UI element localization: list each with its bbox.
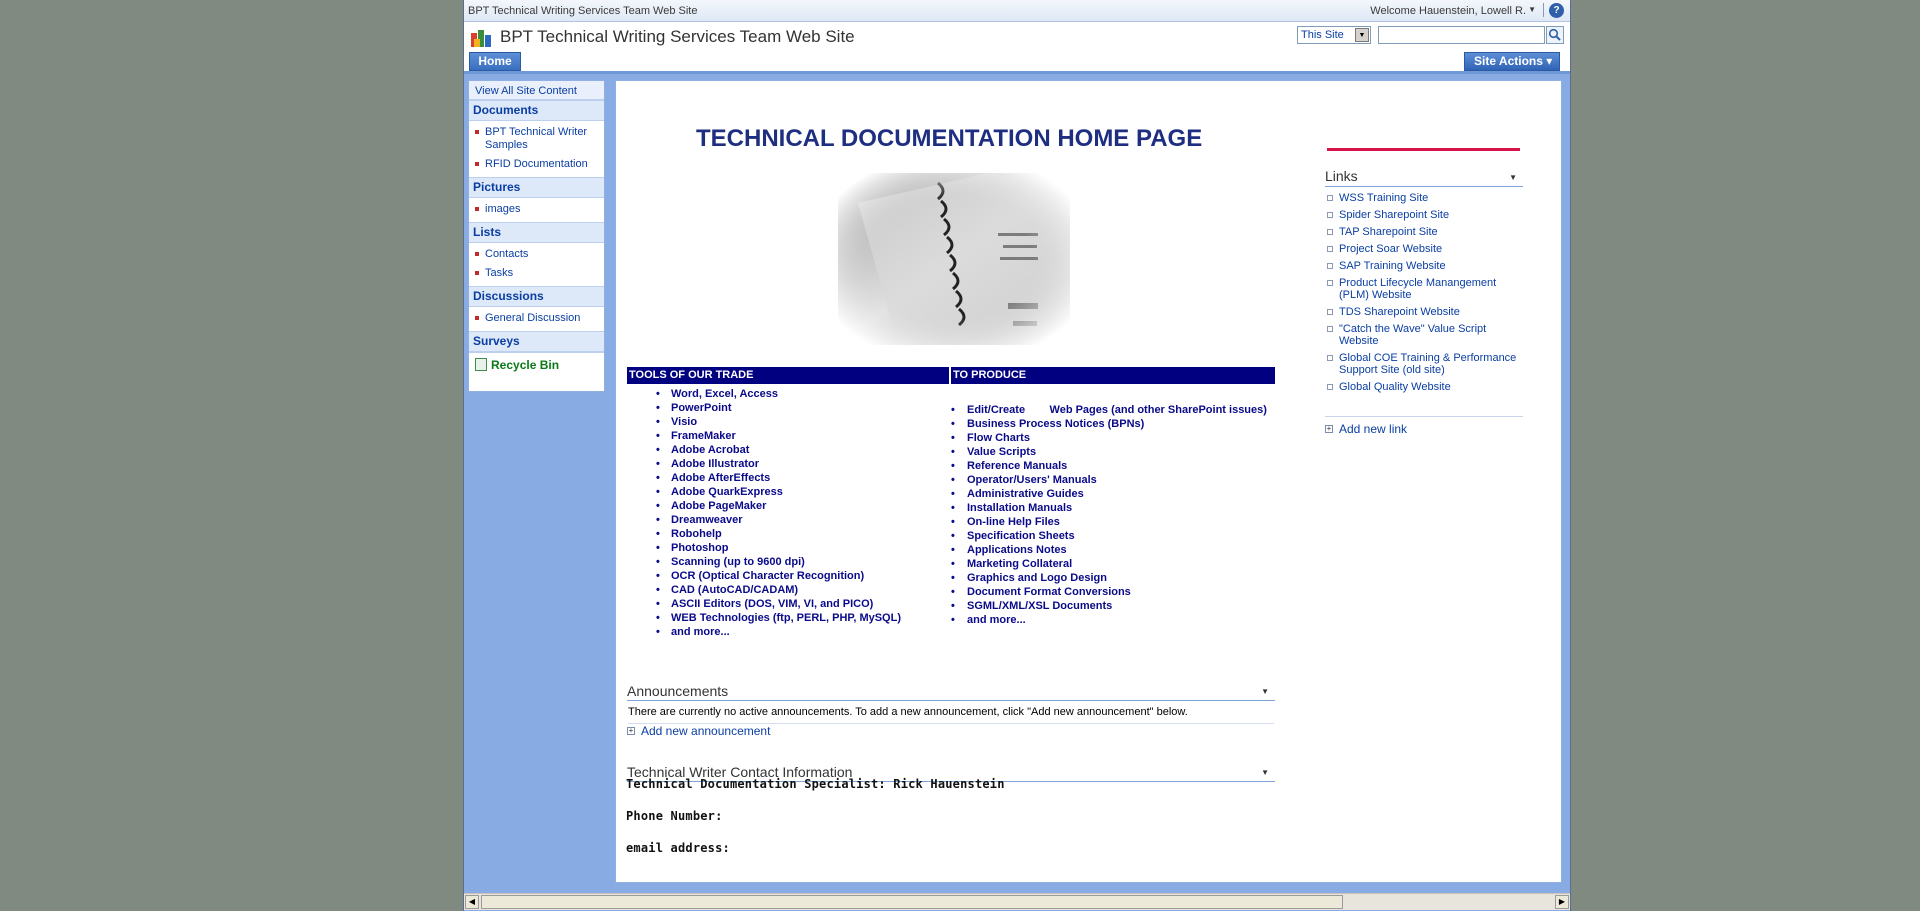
search-scope-select[interactable]	[1297, 26, 1371, 44]
list-item: • Applications Notes	[951, 543, 1271, 557]
add-new-link-label: Add new link	[1339, 422, 1408, 436]
divider	[1543, 3, 1544, 17]
link-item[interactable]	[1325, 191, 1521, 208]
link-item[interactable]	[1325, 276, 1521, 305]
link-item[interactable]	[1325, 259, 1521, 276]
browser-page-frame	[463, 0, 1571, 911]
bullet-icon	[475, 162, 479, 166]
spiral-notebook-image	[838, 173, 1070, 345]
list-item: • and more...	[951, 613, 1271, 627]
list-item: • Adobe PageMaker	[656, 499, 901, 513]
bullet-icon	[1327, 355, 1333, 361]
list-item: • SGML/XML/XSL Documents	[951, 599, 1271, 613]
list-item: • Operator/Users' Manuals	[951, 473, 1271, 487]
quick-launch-item-label: BPT Technical Writer Samples	[485, 126, 588, 151]
welcome-menu[interactable]: Welcome Hauenstein, Lowell R.	[1370, 5, 1526, 17]
bullet-icon	[475, 207, 479, 211]
page-title: TECHNICAL DOCUMENTATION HOME PAGE	[696, 125, 1203, 152]
bullet-icon	[1327, 195, 1333, 201]
quick-launch-header-surveys[interactable]: Surveys	[469, 331, 604, 352]
list-item: • Installation Manuals	[951, 501, 1271, 515]
link-item-label: Global COE Training & Performance Support Site (old site)	[1339, 352, 1517, 376]
list-item: • Administrative Guides	[951, 487, 1271, 501]
add-new-link-link[interactable]	[1325, 422, 1407, 436]
add-new-announcement-label: Add new announcement	[641, 724, 771, 738]
list-item: • Graphics and Logo Design	[951, 571, 1271, 585]
bullet-icon	[1327, 212, 1333, 218]
link-item-label: Project Soar Website	[1339, 243, 1443, 255]
contact-email-label: email address:	[626, 841, 730, 855]
site-logo-icon	[470, 27, 492, 49]
nav-underline	[464, 71, 1570, 74]
announcements-empty-text: There are currently no active announcements. To add a new announcement, click "Add new announcement" below.	[628, 706, 1274, 724]
tab-home[interactable]: Home	[469, 52, 521, 71]
list-item: • Photoshop	[656, 541, 901, 555]
quick-launch-item-label: General Discussion	[485, 312, 581, 324]
link-item-label: Global Quality Website	[1339, 381, 1451, 393]
list-item: • WEB Technologies (ftp, PERL, PHP, MySQL)	[656, 611, 901, 625]
chevron-down-icon[interactable]: ▼	[1509, 173, 1517, 182]
search-input[interactable]	[1378, 26, 1545, 44]
link-item-label: "Catch the Wave" Value Script Website	[1339, 323, 1487, 347]
list-item: • Robohelp	[656, 527, 901, 541]
list-item: • Scanning (up to 9600 dpi)	[656, 555, 901, 569]
list-item: • Marketing Collateral	[951, 557, 1271, 571]
links-webpart-title[interactable]	[1325, 168, 1523, 187]
quick-launch	[468, 80, 605, 392]
link-item-label: Product Lifecycle Manangement (PLM) Website	[1339, 277, 1497, 301]
link-item-label: SAP Training Website	[1339, 260, 1446, 272]
list-item: • ASCII Editors (DOS, VIM, VI, and PICO)	[656, 597, 901, 611]
bullet-icon	[1327, 263, 1333, 269]
announcements-title-label: Announcements	[627, 683, 729, 699]
links-title-label: Links	[1325, 168, 1358, 184]
chevron-down-icon[interactable]: ▼	[1261, 768, 1269, 777]
link-item-label: Spider Sharepoint Site	[1339, 209, 1450, 221]
list-item: • Document Format Conversions	[951, 585, 1271, 599]
list-item: • Edit/Create Web Pages (and other SharePoint issues)	[951, 403, 1271, 417]
list-item: • Business Process Notices (BPNs)	[951, 417, 1271, 431]
chevron-down-icon[interactable]: ▼	[1528, 5, 1536, 14]
list-item: • and more...	[656, 625, 901, 639]
scroll-right-arrow-icon[interactable]: ▶	[1555, 895, 1569, 909]
bullet-icon	[475, 252, 479, 256]
produce-table-header: TO PRODUCE	[951, 367, 1275, 384]
divider	[1325, 416, 1523, 417]
site-breadcrumb-link[interactable]: BPT Technical Writing Services Team Web Site	[468, 5, 698, 17]
bullet-icon	[475, 130, 479, 134]
links-list	[1325, 191, 1521, 397]
quick-launch-header-lists[interactable]: Lists	[469, 222, 604, 243]
link-item[interactable]	[1325, 351, 1521, 380]
quick-launch-header-discussions[interactable]: Discussions	[469, 286, 604, 307]
tools-table-header: TOOLS OF OUR TRADE	[627, 367, 949, 384]
global-breadcrumb-bar	[464, 0, 1570, 22]
list-item: • Value Scripts	[951, 445, 1271, 459]
bullet-icon	[1327, 246, 1333, 252]
list-item: • Adobe QuarkExpress	[656, 485, 901, 499]
link-item-label: WSS Training Site	[1339, 192, 1429, 204]
quick-launch-header-pictures[interactable]: Pictures	[469, 177, 604, 198]
contact-phone-label: Phone Number:	[626, 809, 723, 823]
quick-launch-item[interactable]	[469, 309, 604, 328]
dropdown-arrow-icon[interactable]: ▼	[1355, 28, 1369, 42]
recycle-bin-link[interactable]	[469, 352, 604, 378]
search-icon	[1547, 27, 1563, 43]
site-actions-menu[interactable]: Site Actions ▾	[1464, 52, 1560, 71]
list-item: • PowerPoint	[656, 401, 901, 415]
bullet-icon	[1327, 309, 1333, 315]
list-item: • Adobe Acrobat	[656, 443, 901, 457]
list-item: • Adobe AfterEffects	[656, 471, 901, 485]
list-item: • Adobe Illustrator	[656, 457, 901, 471]
bullet-icon	[1327, 384, 1333, 390]
link-item[interactable]	[1325, 242, 1521, 259]
quick-launch-item[interactable]	[469, 264, 604, 283]
quick-launch-item-label: Tasks	[485, 267, 514, 279]
quick-launch-item[interactable]	[469, 245, 604, 264]
bullet-icon	[1327, 326, 1333, 332]
link-item[interactable]	[1325, 208, 1521, 225]
horizontal-scrollbar[interactable]	[464, 893, 1570, 910]
quick-launch-item-label: RFID Documentation	[485, 158, 588, 170]
add-new-announcement-link[interactable]	[627, 724, 770, 738]
bullet-icon	[475, 271, 479, 275]
accent-divider	[1327, 148, 1520, 151]
quick-launch-item-label: images	[485, 203, 521, 215]
quick-launch-item[interactable]	[469, 123, 604, 155]
site-title[interactable]: BPT Technical Writing Services Team Web Site	[500, 27, 855, 46]
list-item: • OCR (Optical Character Recognition)	[656, 569, 901, 583]
list-item: • On-line Help Files	[951, 515, 1271, 529]
link-item[interactable]	[1325, 380, 1521, 397]
quick-launch-header-documents[interactable]: Documents	[469, 100, 604, 121]
link-item[interactable]	[1325, 322, 1521, 351]
chevron-down-icon[interactable]: ▼	[1261, 687, 1269, 696]
bullet-icon	[1327, 280, 1333, 286]
title-area	[464, 22, 1570, 52]
announcements-webpart-title[interactable]	[627, 681, 1275, 701]
list-item: • Specification Sheets	[951, 529, 1271, 543]
scroll-left-arrow-icon[interactable]: ◀	[465, 895, 479, 909]
list-item: • Dreamweaver	[656, 513, 901, 527]
main-content	[615, 80, 1562, 883]
add-icon: +	[628, 726, 634, 735]
list-item: • Word, Excel, Access	[656, 387, 901, 401]
list-item: • Visio	[656, 415, 901, 429]
link-item-label: TAP Sharepoint Site	[1339, 226, 1438, 238]
list-item: • FrameMaker	[656, 429, 901, 443]
contact-specialist: Technical Documentation Specialist: Rick Hauenstein	[626, 777, 1005, 791]
produce-list	[951, 403, 1271, 627]
top-navigation	[464, 52, 1570, 74]
link-item[interactable]	[1325, 305, 1521, 322]
search-scope-value: This Site	[1301, 29, 1344, 41]
view-all-site-content-link[interactable]: View All Site Content	[469, 81, 604, 100]
recycle-bin-label: Recycle Bin	[491, 358, 560, 372]
add-icon: +	[1326, 424, 1332, 433]
help-icon[interactable]: ?	[1549, 3, 1564, 18]
tools-list	[656, 387, 901, 639]
quick-launch-item[interactable]	[469, 200, 604, 219]
link-item[interactable]	[1325, 225, 1521, 242]
recycle-bin-icon	[475, 358, 487, 371]
quick-launch-item-label: Contacts	[485, 248, 529, 260]
link-item-label: TDS Sharepoint Website	[1339, 306, 1460, 318]
search-go-button[interactable]	[1546, 26, 1564, 44]
bullet-icon	[1327, 229, 1333, 235]
list-item: • CAD (AutoCAD/CADAM)	[656, 583, 901, 597]
list-item: • Flow Charts	[951, 431, 1271, 445]
scrollbar-thumb[interactable]	[481, 895, 1343, 909]
contact-title-label: Technical Writer Contact Information	[627, 764, 853, 780]
list-item: • Reference Manuals	[951, 459, 1271, 473]
quick-launch-item[interactable]	[469, 155, 604, 174]
bullet-icon	[475, 316, 479, 320]
